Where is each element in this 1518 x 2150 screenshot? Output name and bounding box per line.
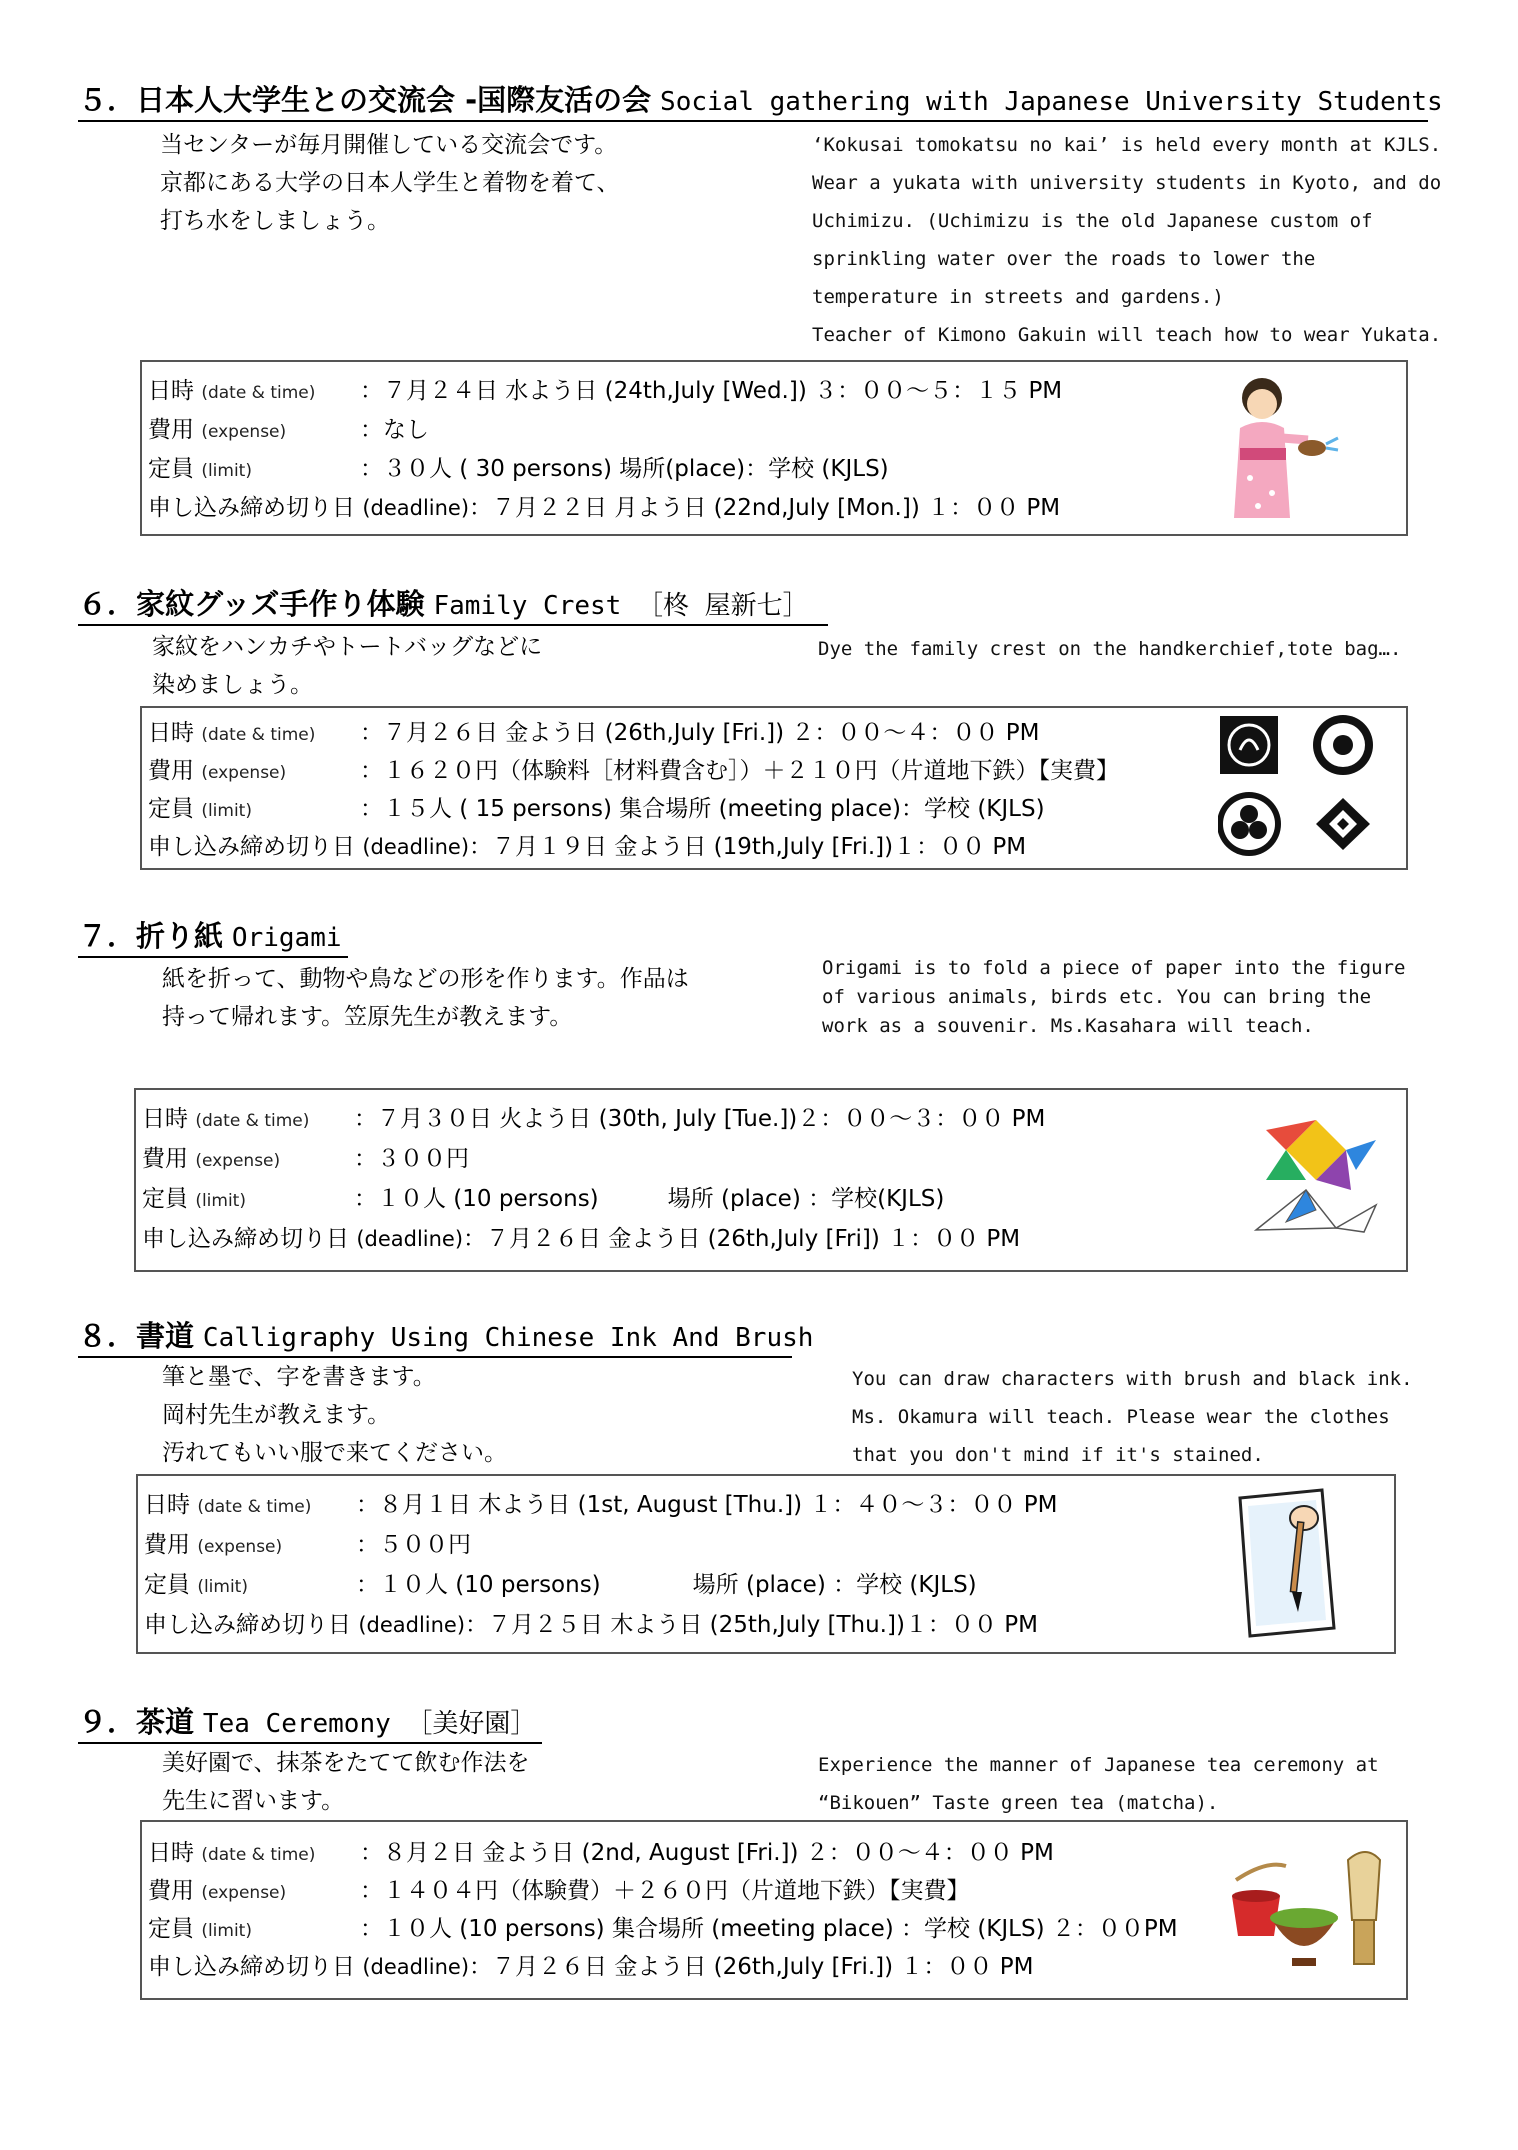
calligraphy-brush-illustration: [1226, 1488, 1346, 1638]
description-en: Experience the manner of Japanese tea ceremony at “Bikouen” Taste green tea (matcha).: [818, 1754, 1379, 1814]
event-info-box: [140, 360, 1408, 536]
row-limit: 定員 (limit) ：１５人 ( 15 persons) 集合場所 (meeting place)：学校 (KJLS): [148, 796, 1045, 822]
yukata-woman-illustration: [1210, 368, 1340, 528]
row-expense: 費用 (expense) ：５００円: [144, 1532, 471, 1558]
row-expense: 費用 (expense) ：１６２０円（体験料［材料費含む］）＋２１０円（片道地下鉄）【実費】: [148, 758, 1119, 784]
event-info-box: [134, 1088, 1408, 1272]
title-jp: ６．家紋グッズ手作り体験: [78, 587, 425, 621]
row-limit: 定員 (limit) ：３０人 ( 30 persons) 場所(place)：学校 (KJLS): [148, 456, 889, 482]
row-expense: 費用 (expense) ：１４０４円（体験費）＋２６０円（片道地下鉄）【実費】: [148, 1878, 970, 1904]
description-jp: 家紋をハンカチやトートバッグなどに 染めましょう。: [152, 634, 543, 698]
title-en: Origami: [231, 923, 342, 953]
row-limit: 定員 (limit) ：１０人 (10 persons) 場所 (place) ：学校(KJLS): [142, 1186, 945, 1212]
tea-ceremony-illustration: [1226, 1840, 1386, 1980]
section-title: [78, 1316, 814, 1358]
row-limit: 定員 (limit) ：１０人 (10 persons) 集合場所 (meeting place) ：学校 (KJLS) ２：００PM: [148, 1916, 1178, 1942]
title-en: Family Crest ［柊 屋新七］: [433, 591, 809, 621]
description-jp: 筆と墨で、字を書きます。 岡村先生が教えます。 汚れてもいい服で来てください。: [162, 1364, 507, 1466]
description-jp: 紙を折って、動物や鳥などの形を作ります。作品は 持って帰れます。笠原先生が教えます。: [162, 966, 689, 1030]
description-en: You can draw characters with brush and black ink. Ms. Okamura will teach. Please wear the clothes that you don't mind if it's stained.: [852, 1368, 1413, 1466]
row-deadline: 申し込み締め切り日 (deadline)：７月２６日 金よう日 (26th,July [Fri.]) １：００ PM: [148, 1954, 1034, 1980]
description-jp: 美好園で、抹茶をたてて飲む作法を 先生に習います。: [162, 1750, 530, 1814]
title-jp: ９．茶道: [78, 1705, 195, 1739]
row-date-time: 日時 (date & time) ：７月２６日 金よう日 (26th,July [Fri.]) ２：００～４：００ PM: [148, 720, 1040, 746]
row-limit: 定員 (limit) ：１０人 (10 persons) 場所 (place) ：学校 (KJLS): [144, 1572, 977, 1598]
section-title: [78, 584, 828, 626]
title-en: Social gathering with Japanese University Students: [660, 87, 1443, 117]
section-title: [78, 1702, 542, 1744]
row-expense: 費用 (expense) ：なし: [148, 417, 429, 443]
row-date-time: 日時 (date & time) ：８月１日 木よう日 (1st, August [Thu.]) １：４０～３：００ PM: [144, 1492, 1058, 1518]
row-date-time: 日時 (date & time) ：７月２４日 水よう日 (24th,July [Wed.]) ３：００～５：１５ PM: [148, 378, 1063, 404]
row-date-time: 日時 (date & time) ：７月３０日 火よう日 (30th, July [Tue.])２：００～３：００ PM: [142, 1106, 1046, 1132]
title-jp: ７．折り紙: [78, 919, 224, 953]
title-en: Calligraphy Using Chinese Ink And Brush: [202, 1323, 814, 1353]
row-deadline: 申し込み締め切り日 (deadline)：７月２６日 金よう日 (26th,July [Fri]) １：００ PM: [142, 1226, 1021, 1252]
section-title: [78, 80, 1443, 122]
description-en: ‘Kokusai tomokatsu no kai’ is held every month at KJLS. Wear a yukata with university students in Kyoto, and do Uchimizu. (Uchimizu is the old Japanese custom of sprinkling water over the roads to lower the temperature in streets and gardens.) Teacher of Kimono Gakuin will teach how to wear Yukata.: [812, 134, 1442, 346]
origami-crane-illustration: [1246, 1110, 1386, 1240]
event-info-box: [136, 1474, 1396, 1654]
row-deadline: 申し込み締め切り日 (deadline)：７月１９日 金よう日 (19th,July [Fri.])１：００ PM: [148, 834, 1027, 860]
row-deadline: 申し込み締め切り日 (deadline)：７月２５日 木よう日 (25th,July [Thu.])１：００ PM: [144, 1612, 1038, 1638]
title-jp: ８．書道: [78, 1319, 195, 1353]
event-info-box: [140, 1820, 1408, 2000]
description-en: Origami is to fold a piece of paper into the figure of various animals, birds etc. You can bring the work as a souvenir. Ms.Kasahara will teach.: [822, 957, 1406, 1037]
family-crest-icons: [1218, 712, 1388, 862]
event-info-box: [140, 706, 1408, 870]
title-en: Tea Ceremony ［美好園］: [202, 1709, 537, 1739]
description-en: Dye the family crest on the handkerchief,tote bag….: [818, 638, 1402, 660]
title-jp: ５．日本人大学生との交流会 -国際友活の会: [78, 83, 652, 117]
row-expense: 費用 (expense) ：３００円: [142, 1146, 469, 1172]
row-date-time: 日時 (date & time) ：８月２日 金よう日 (2nd, August [Fri.]) ２：００～４：００ PM: [148, 1840, 1054, 1866]
section-title: [78, 916, 348, 958]
description-jp: 当センターが毎月開催している交流会です。 京都にある大学の日本人学生と着物を着て、 打ち水をしましょう。: [160, 132, 620, 234]
row-deadline: 申し込み締め切り日 (deadline)：７月２２日 月よう日 (22nd,July [Mon.]) １：００ PM: [148, 495, 1061, 521]
